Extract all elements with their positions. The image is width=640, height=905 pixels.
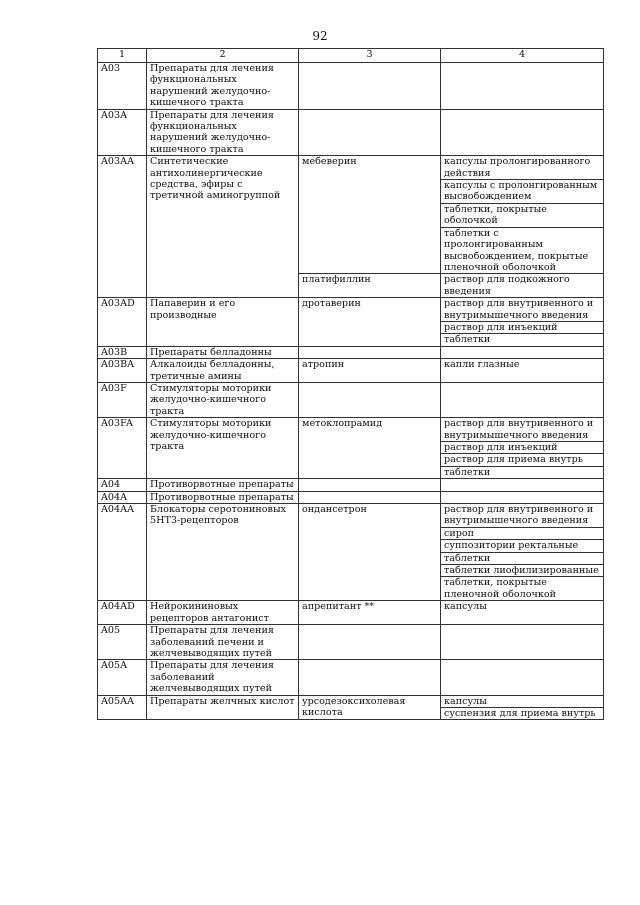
table-row — [98, 359, 604, 383]
column-header: 3 — [299, 49, 441, 63]
atc-group-name: Блокаторы серотониновых 5НТ3-рецепторов — [147, 504, 299, 601]
table-row — [98, 491, 604, 503]
atc-group-name: Препараты желчных кислот — [147, 695, 299, 720]
atc-code: A03 — [98, 63, 147, 110]
atc-group-name: Стимуляторы моторики желудочно-кишечного тракта — [147, 382, 299, 417]
dosage-form: капсулы — [444, 695, 487, 707]
dosage-forms-empty — [441, 479, 604, 491]
column-header: 4 — [441, 49, 604, 63]
table-row — [98, 346, 604, 358]
atc-group-name: Препараты для лечения функциональных нарушений желудочно-кишечного тракта — [147, 63, 299, 110]
dosage-form: раствор для подкожного введения — [444, 274, 570, 297]
atc-code: A03A — [98, 109, 147, 156]
atc-group-name: Препараты для лечения заболеваний печени и желчевыводящих путей — [147, 625, 299, 660]
atc-code: A03BA — [98, 359, 147, 383]
dosage-form: раствор для внутривенного и внутримышечного введения — [444, 298, 594, 321]
dosage-form: суппозитории ректальные — [441, 539, 603, 551]
table-row — [98, 63, 604, 110]
dosage-form: капсулы пролонгированного действия — [444, 156, 591, 179]
drug-name-empty — [299, 109, 441, 156]
dosage-forms — [441, 156, 604, 274]
table-row — [98, 156, 604, 274]
dosage-form: таблетки, покрытые пленочной оболочкой — [441, 576, 603, 600]
dosage-forms-empty — [441, 346, 604, 358]
atc-code: A04AA — [98, 504, 147, 601]
atc-group-name: Противорвотные препараты — [147, 491, 299, 503]
drug-name-empty — [299, 63, 441, 110]
atc-group-name: Препараты белладонны — [147, 346, 299, 358]
table-row — [98, 695, 604, 720]
atc-group-name: Алкалоиды белладонны, третичные амины — [147, 359, 299, 383]
dosage-forms — [441, 359, 604, 383]
dosage-form: капсулы с пролонгированным высвобождением — [441, 179, 603, 203]
dosage-forms — [441, 418, 604, 479]
atc-code: A05AA — [98, 695, 147, 720]
table-row — [98, 504, 604, 601]
table-row — [98, 109, 604, 156]
dosage-forms-empty — [441, 382, 604, 417]
page-number: 92 — [312, 29, 328, 43]
drug-name: ондансетрон — [299, 504, 441, 601]
atc-code: A05 — [98, 625, 147, 660]
dosage-forms — [441, 274, 604, 298]
dosage-forms-empty — [441, 625, 604, 660]
dosage-form: капсулы — [444, 601, 487, 613]
dosage-form: таблетки — [441, 333, 603, 345]
atc-code: A03AA — [98, 156, 147, 298]
dosage-form: раствор для инъекций — [441, 321, 603, 333]
dosage-form: таблетки, покрытые оболочкой — [441, 203, 603, 227]
table-row — [98, 601, 604, 625]
table-row — [98, 479, 604, 491]
atc-group-name: Стимуляторы моторики желудочно-кишечного тракта — [147, 418, 299, 479]
drug-name-empty — [299, 382, 441, 417]
dosage-forms-empty — [441, 660, 604, 695]
column-header: 1 — [98, 49, 147, 63]
drug-name: урсодезоксихолевая кислота — [299, 695, 441, 720]
drug-classification-table — [97, 48, 604, 720]
drug-name-empty — [299, 346, 441, 358]
table-row — [98, 660, 604, 695]
table-row — [98, 298, 604, 347]
drug-name: мебеверин — [299, 156, 441, 274]
dosage-form: раствор для внутривенного и внутримышечного введения — [444, 418, 594, 441]
drug-name-empty — [299, 660, 441, 695]
atc-group-name: Препараты для лечения функциональных нарушений желудочно-кишечного тракта — [147, 109, 299, 156]
table-row — [98, 382, 604, 417]
drug-name: платифиллин — [299, 274, 441, 298]
dosage-form: суспензия для приема внутрь — [441, 707, 603, 719]
atc-group-name: Препараты для лечения заболеваний желчевыводящих путей — [147, 660, 299, 695]
dosage-forms-empty — [441, 109, 604, 156]
atc-code: A03AD — [98, 298, 147, 347]
table-header-row — [98, 49, 604, 63]
drug-name-empty — [299, 491, 441, 503]
column-header: 2 — [147, 49, 299, 63]
dosage-form: раствор для приема внутрь — [441, 453, 603, 465]
drug-name: атропин — [299, 359, 441, 383]
dosage-forms-empty — [441, 63, 604, 110]
dosage-form: таблетки лиофилизированные — [441, 564, 603, 576]
dosage-form: раствор для внутривенного и внутримышечного введения — [444, 504, 594, 527]
atc-code: A03F — [98, 382, 147, 417]
atc-code: A04A — [98, 491, 147, 503]
drug-name: апрепитант ** — [299, 601, 441, 625]
table-row — [98, 418, 604, 479]
atc-code: A03FA — [98, 418, 147, 479]
drug-name: дротаверин — [299, 298, 441, 347]
atc-group-name: Папаверин и его производные — [147, 298, 299, 347]
page-margin — [0, 762, 640, 905]
table-row — [98, 625, 604, 660]
dosage-form: таблетки — [441, 552, 603, 564]
drug-name-empty — [299, 625, 441, 660]
atc-code: A04 — [98, 479, 147, 491]
atc-group-name: Противорвотные препараты — [147, 479, 299, 491]
atc-code: A05A — [98, 660, 147, 695]
atc-code: A04AD — [98, 601, 147, 625]
dosage-form: таблетки с пролонгированным высвобождением, покрытые пленочной оболочкой — [441, 227, 603, 274]
dosage-forms — [441, 601, 604, 625]
dosage-forms — [441, 695, 604, 720]
dosage-form: капли глазные — [444, 359, 520, 371]
atc-group-name: Синтетические антихолинергические средства, эфиры с третичной аминогруппой — [147, 156, 299, 298]
dosage-form: раствор для инъекций — [441, 441, 603, 453]
dosage-form: сироп — [441, 527, 603, 539]
drug-name-empty — [299, 479, 441, 491]
atc-code: A03B — [98, 346, 147, 358]
table-body — [98, 63, 604, 720]
dosage-forms — [441, 504, 604, 601]
drug-name: метоклопрамид — [299, 418, 441, 479]
dosage-forms — [441, 298, 604, 347]
atc-group-name: Нейрокининовых рецепторов антагонист — [147, 601, 299, 625]
dosage-forms-empty — [441, 491, 604, 503]
dosage-form: таблетки — [441, 466, 603, 478]
